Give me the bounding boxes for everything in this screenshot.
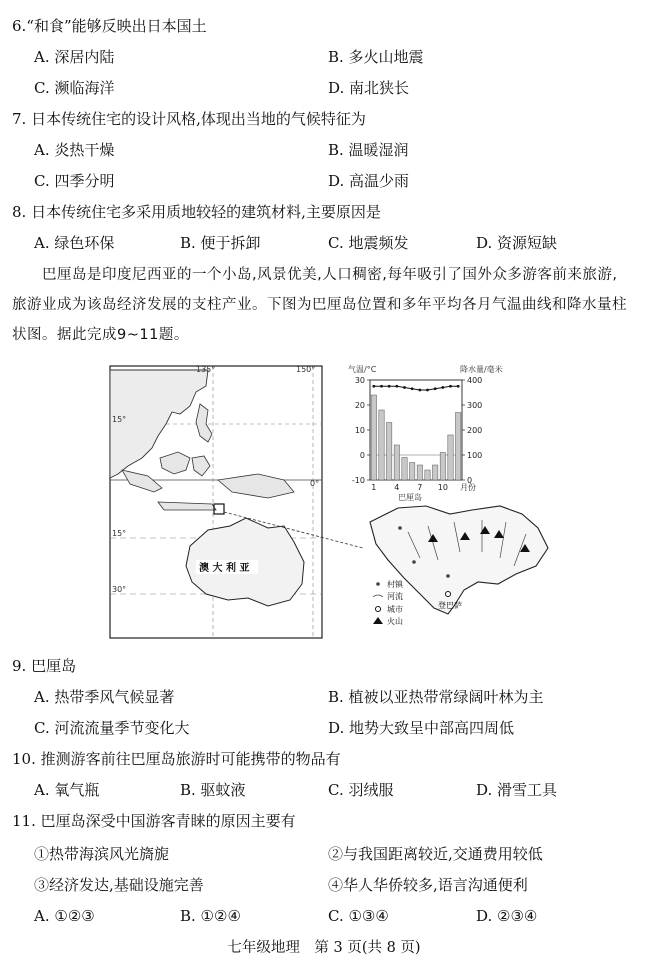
- town-icon: [446, 574, 450, 578]
- city-icon: [446, 592, 451, 597]
- q11-option-b: B. ①②④: [180, 907, 241, 925]
- legend-town-icon: [376, 582, 380, 586]
- legend-river-icon: [373, 595, 383, 597]
- question-6-stem: 6.“和食”能够反映出日本国土: [12, 17, 207, 35]
- q8-option-d: D. 资源短缺: [476, 234, 558, 252]
- lat-30s-label: 30°: [112, 585, 127, 594]
- chart-ytick-left-label: 10: [354, 426, 365, 435]
- q11-statement-1: ①热带海滨风光旖旎: [34, 845, 170, 863]
- australia-label: 澳 大 利 亚: [199, 563, 250, 574]
- legend-city-icon: [376, 607, 381, 612]
- chart-ytick-left-label: -10: [351, 476, 365, 485]
- chart-bar: [402, 458, 407, 481]
- climate-chart: [348, 364, 503, 502]
- legend-city-label: 城市: [387, 605, 403, 614]
- chart-ylabel-right: 降水量/毫米: [460, 365, 503, 374]
- chart-ylabel-left: 气温/°C: [348, 365, 377, 374]
- question-11-stem: 11. 巴厘岛深受中国游客青睐的原因主要有: [12, 812, 296, 830]
- chart-bar: [409, 463, 414, 481]
- q11-option-a: A. ①②③: [34, 907, 95, 925]
- chart-xunit-label: 月份: [460, 483, 476, 492]
- chart-xtick-label: 10: [437, 483, 448, 492]
- legend-town-label: 村镇: [387, 580, 403, 589]
- q11-statement-2: ②与我国距离较近,交通费用较低: [328, 845, 543, 863]
- town-icon: [412, 560, 416, 564]
- q10-option-d: D. 滑雪工具: [476, 781, 558, 799]
- question-9-stem: 9. 巴厘岛: [12, 657, 77, 675]
- chart-bar: [455, 413, 460, 481]
- bali-location-figure: [108, 362, 552, 642]
- chart-xtick-label: 4: [394, 483, 400, 492]
- q7-option-a: A. 炎热干燥: [34, 141, 115, 159]
- lat-15s-label: 15°: [112, 529, 127, 538]
- q6-option-b: B. 多火山地震: [328, 48, 424, 66]
- q9-option-a: A. 热带季风气候显著: [34, 688, 175, 706]
- q9-option-c: C. 河流流量季节变化大: [34, 719, 190, 737]
- q11-option-c: C. ①③④: [328, 907, 389, 925]
- chart-ytick-right-label: 0: [467, 476, 473, 485]
- question-10-stem: 10. 推测游客前往巴厘岛旅游时可能携带的物品有: [12, 750, 341, 768]
- q7-option-c: C. 四季分明: [34, 172, 115, 190]
- chart-ytick-left-label: 20: [354, 401, 365, 410]
- q11-option-d: D. ②③④: [476, 907, 538, 925]
- q7-option-d: D. 高温少雨: [328, 172, 410, 190]
- legend-volcano-label: 火山: [387, 617, 403, 626]
- q9-option-b: B. 植被以亚热带常绿阔叶林为主: [328, 688, 544, 706]
- question-8-stem: 8. 日本传统住宅多采用质地较轻的建筑材料,主要原因是: [12, 203, 381, 221]
- chart-bar: [394, 445, 399, 480]
- q6-option-d: D. 南北狭长: [328, 79, 410, 97]
- q10-option-c: C. 羽绒服: [328, 781, 394, 799]
- q8-option-a: A. 绿色环保: [34, 234, 115, 252]
- chart-bar: [371, 395, 376, 480]
- q10-option-b: B. 驱蚊液: [180, 781, 246, 799]
- lat-15n-label: 15°: [112, 415, 127, 424]
- chart-xtick-label: 1: [371, 483, 377, 492]
- chart-ytick-left-label: 30: [354, 376, 365, 385]
- lon-150-label: 150°: [296, 365, 316, 374]
- chart-ytick-right-label: 300: [467, 401, 483, 410]
- town-icon: [398, 526, 402, 530]
- reading-passage: 巴厘岛是印度尼西亚的一个小岛,风景优美,人口稠密,每年吸引了国外众多游客前来旅游,旅游业成为该岛经济发展的支柱产业。下图为巴厘岛位置和多年平均各月气温曲线和降水量柱状图。据此完成9~11题。: [12, 267, 627, 343]
- q8-option-b: B. 便于拆卸: [180, 234, 261, 252]
- legend-river-label: 河流: [387, 592, 403, 601]
- chart-ytick-right-label: 100: [467, 451, 483, 460]
- q11-statement-4: ④华人华侨较多,语言沟通便利: [328, 876, 528, 894]
- chart-bar: [386, 423, 391, 481]
- chart-ytick-left-label: 0: [359, 451, 365, 460]
- chart-bar: [440, 453, 445, 481]
- q7-option-b: B. 温暖湿润: [328, 141, 409, 159]
- q6-option-a: A. 深居内陆: [34, 48, 115, 66]
- city-label-denpasar: 登巴萨: [438, 601, 462, 610]
- chart-bar: [379, 410, 384, 480]
- q10-option-a: A. 氧气瓶: [34, 781, 100, 799]
- question-7-stem: 7. 日本传统住宅的设计风格,体现出当地的气候特征为: [12, 110, 366, 128]
- chart-ytick-right-label: 400: [467, 376, 483, 385]
- chart-ytick-right-label: 200: [467, 426, 483, 435]
- q11-statement-3: ③经济发达,基础设施完善: [34, 876, 204, 894]
- figure-svg: [108, 362, 552, 642]
- chart-bar: [448, 435, 453, 480]
- chart-station-label: 巴厘岛: [398, 493, 422, 502]
- bali-inset-map: [370, 506, 548, 626]
- legend-volcano-icon: [373, 617, 383, 624]
- chart-bar: [425, 470, 430, 480]
- lon-135-label: 135°: [196, 365, 216, 374]
- chart-bar: [417, 465, 422, 480]
- chart-xtick-label: 7: [417, 483, 423, 492]
- page-footer: 七年级地理 第 3 页(共 8 页): [227, 940, 421, 956]
- q6-option-c: C. 濒临海洋: [34, 79, 115, 97]
- q8-option-c: C. 地震频发: [328, 234, 409, 252]
- q9-option-d: D. 地势大致呈中部高四周低: [328, 719, 515, 737]
- chart-bar: [432, 465, 437, 480]
- lat-0-label: 0°: [310, 479, 320, 488]
